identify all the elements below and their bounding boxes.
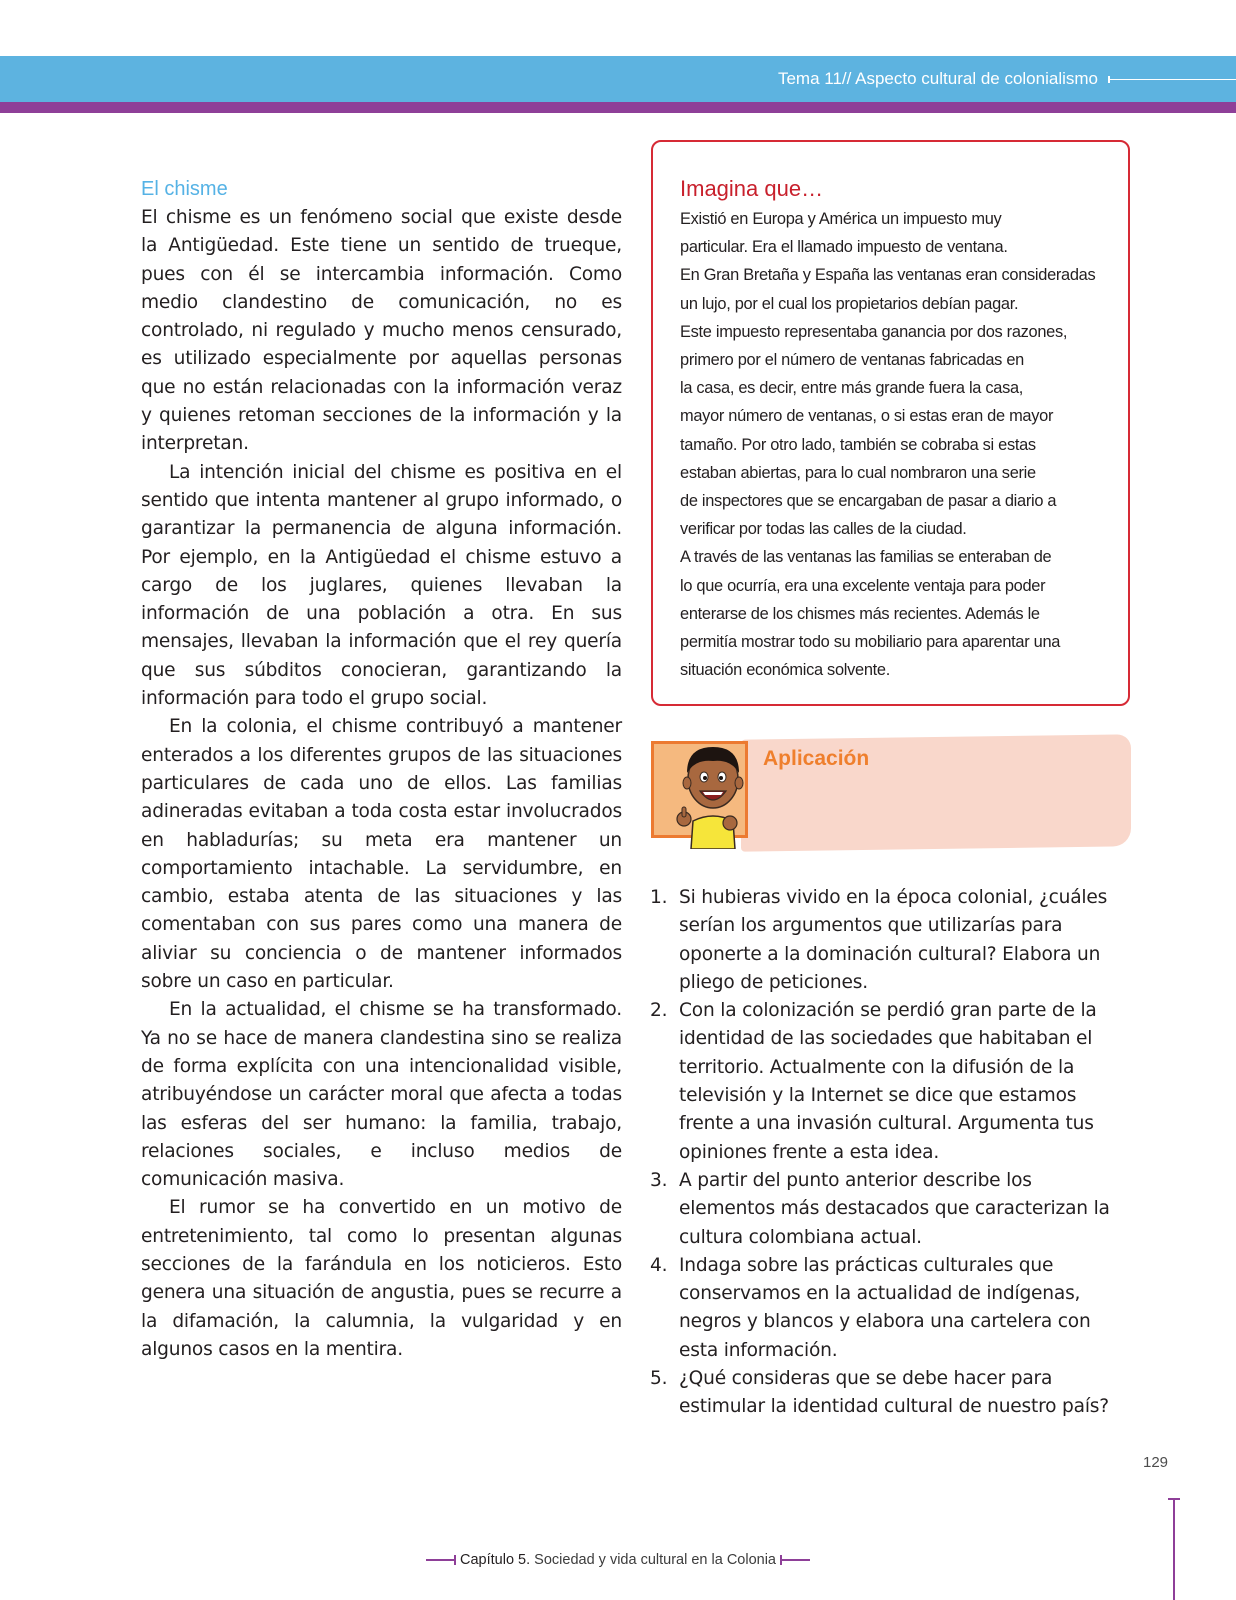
callout-line: tamaño. Por otro lado, también se cobraba si estas: [680, 435, 1036, 454]
article-paragraph: La intención inicial del chisme es positiva en el sentido que intenta mantener al grupo informado, o garantizar la permanencia de alguna información. Por ejemplo, en la Antigüedad el chisme estuvo a cargo de los juglares, quienes llevaban la información de una población a otra. En sus mensajes, llevaban la información que el rey quería que sus súbditos conocieran, garantizando la información para todo el grupo social.: [141, 461, 622, 710]
list-item: [650, 1167, 1130, 1252]
section-heading: El chisme: [141, 178, 228, 200]
boy-character-icon: [673, 737, 753, 849]
callout-line: enterarse de los chismes más recientes. Además le: [680, 604, 1040, 623]
header-rule: [1108, 76, 1236, 83]
item-number: 2.: [650, 1000, 668, 1022]
article-paragraph: El rumor se ha convertido en un motivo de entretenimiento, tal como lo presentan algunas secciones de la farándula en los noticieros. Esto genera una situación de angustia, pues se recurre a la difamación, la calumnia, la vulgaridad y en algunos casos en la mentira.: [141, 1197, 622, 1360]
callout-line: Este impuesto representaba ganancia por dos razones,: [680, 322, 1068, 341]
imagine-callout-box: [651, 140, 1130, 706]
item-text: Si hubieras vivido en la época colonial, ¿cuáles serían los argumentos que utilizarías para oponerte a la dominación cultural? Elabora un pliego de peticiones.: [679, 887, 1108, 993]
footer-chapter-title: Sociedad y vida cultural en la Colonia: [534, 1552, 776, 1568]
callout-line: En Gran Bretaña y España las ventanas eran consideradas: [680, 266, 1096, 285]
list-item: [650, 997, 1130, 1167]
item-number: 3.: [650, 1169, 668, 1191]
application-title: Aplicación: [763, 747, 870, 770]
callout-title: Imagina que…: [680, 176, 824, 201]
callout-line: lo que ocurría, era una excelente ventaja para poder: [680, 576, 1046, 595]
callout-line: de inspectores que se encargaban de pasar a diario a: [680, 492, 1057, 511]
header-stripe: [0, 102, 1236, 113]
callout-line: mayor número de ventanas, o si estas eran de mayor: [680, 407, 1054, 426]
running-header-title: Tema 11// Aspecto cultural de colonialismo: [777, 69, 1098, 88]
footer-chapter: Capítulo 5.: [460, 1552, 531, 1568]
callout-line: estaban abiertas, para lo cual nombraron una serie: [680, 463, 1036, 482]
callout-line: Existió en Europa y América un impuesto muy: [680, 210, 1002, 228]
callout-line: verificar por todas las calles de la ciudad.: [680, 520, 967, 539]
callout-text: [680, 205, 1106, 684]
callout-line: primero por el número de ventanas fabricadas en: [680, 351, 1024, 370]
chapter-footer: [0, 1552, 1236, 1568]
application-banner: [651, 737, 1131, 849]
footer-rule-right: [780, 1559, 810, 1561]
callout-line: permitía mostrar todo su mobiliario para aparentar una: [680, 633, 1061, 652]
item-text: ¿Qué consideras que se debe hacer para estimular la identidad cultural de nuestro país?: [679, 1368, 1109, 1418]
article-paragraph: En la actualidad, el chisme se ha transformado. Ya no se hace de manera clandestina sino se realiza de forma explícita con una intencionalidad visible, atribuyéndose un carácter moral que afecta a todas las esferas del ser humano: la familia, trabajo, relaciones sociales, e incluso medios de comunicación masiva.: [141, 999, 622, 1191]
list-item: [650, 884, 1130, 997]
item-number: 4.: [650, 1254, 668, 1276]
callout-line: particular. Era el llamado impuesto de ventana.: [680, 238, 1008, 257]
list-item: [650, 1365, 1130, 1422]
callout-line: la casa, es decir, entre más grande fuera la casa,: [680, 379, 1024, 398]
callout-line: situación económica solvente.: [680, 661, 890, 680]
item-text: Indaga sobre las prácticas culturales que conservamos en la actualidad de indígenas, negros y blancos y elabora una cartelera con esta información.: [679, 1254, 1091, 1361]
callout-line: A través de las ventanas las familias se enteraban de: [680, 548, 1052, 567]
article-paragraph: En la colonia, el chisme contribuyó a mantener enterados a los diferentes grupos de las situaciones particulares de cada uno de ellos. Las familias adineradas evitaban a toda costa estar involucrados en habladurías; su meta era mantener un comportamiento intachable. La servidumbre, en cambio, estaba atenta de las situaciones y las comentaban con sus pares como una manera de aliviar su conciencia o de mantener informados sobre un caso en particular.: [141, 716, 622, 993]
item-text: A partir del punto anterior describe los elementos más destacados que caracterizan la cultura colombiana actual.: [679, 1169, 1110, 1248]
footer-rule-left: [426, 1559, 456, 1561]
page-side-mark: [1168, 1498, 1180, 1600]
list-item: [650, 1252, 1130, 1365]
article-paragraph: El chisme es un fenómeno social que existe desde la Antigüedad. Este tiene un sentido de trueque, pues con él se intercambia información. Como medio clandestino de comunicación, no es controlado, ni regulado y mucho menos censurado, es utilizado especialmente por aquellas personas que no están relacionadas con la información veraz y quienes retoman secciones de la información y la interpretan.: [141, 207, 622, 455]
article-column: [141, 176, 622, 1364]
item-text: Con la colonización se perdió gran parte de la identidad de las sociedades que habitaban el territorio. Actualmente con la difusión de la televisión y la Internet se dice que estamos frente a una invasión cultural. Argumenta tus opiniones frente a esta idea.: [679, 1000, 1097, 1163]
callout-line: un lujo, por el cual los propietarios debían pagar.: [680, 294, 1019, 313]
page-number: 129: [1143, 1454, 1169, 1471]
activity-list: [650, 884, 1130, 1422]
item-number: 1.: [650, 887, 668, 908]
item-number: 5.: [650, 1368, 668, 1390]
